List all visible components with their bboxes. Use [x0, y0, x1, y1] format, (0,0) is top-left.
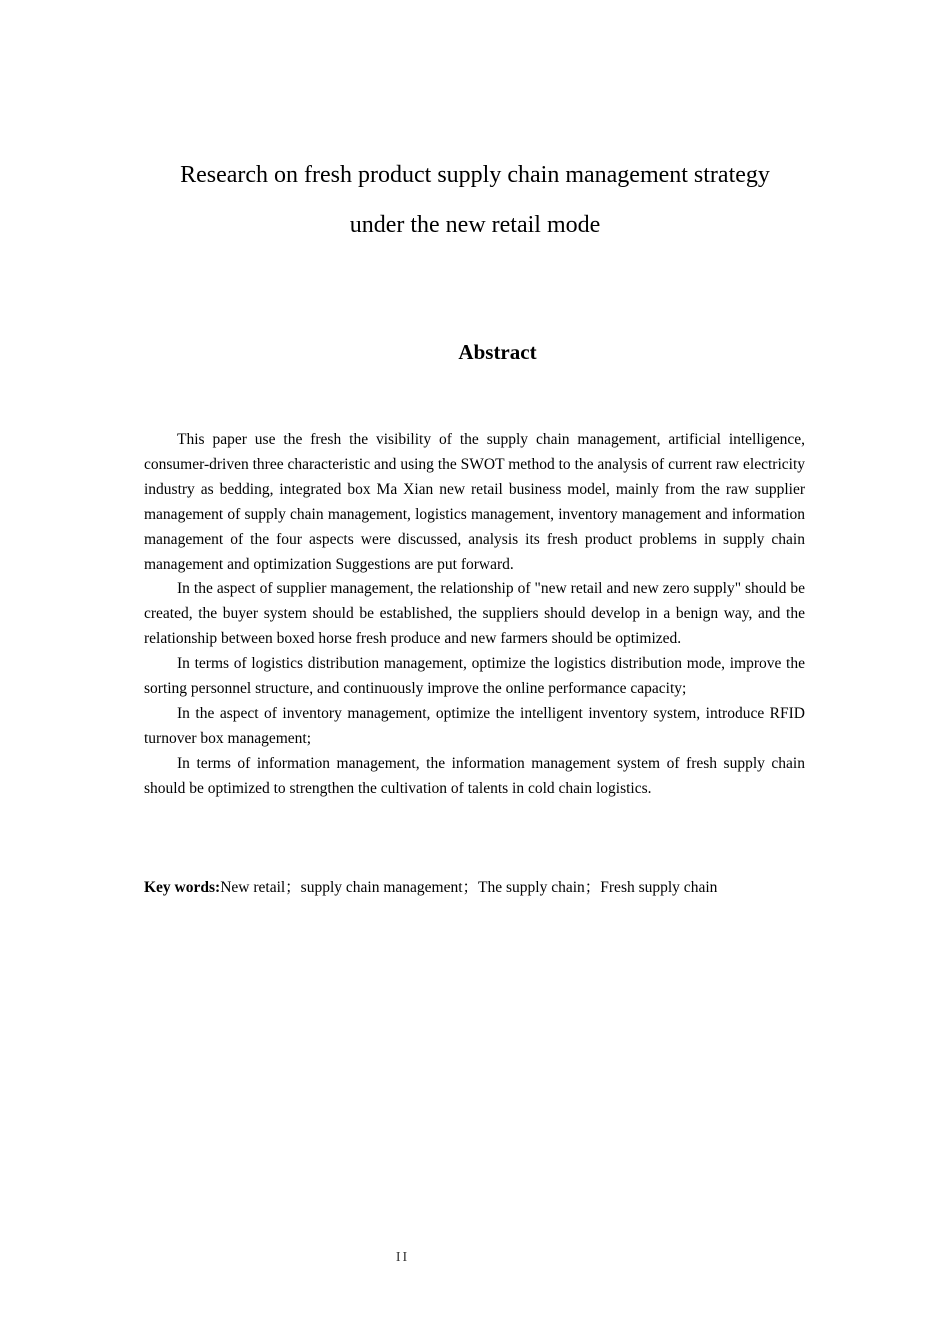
- paper-title-line-2: under the new retail mode: [349, 212, 601, 238]
- abstract-paragraph-5: In terms of information management, the information management system of fresh supply chain should be optimized to strengthen the cultivation of talents in cold chain logistics.: [144, 754, 805, 797]
- abstract-heading: Abstract: [458, 340, 537, 364]
- paper-title-line-1: Research on fresh product supply chain management strategy: [180, 162, 770, 188]
- abstract-body: [144, 428, 805, 802]
- abstract-paragraph-3: In terms of logistics distribution management, optimize the logistics distribution mode, improve the sorting personnel structure, and continuously improve the online performance capacity;: [144, 655, 805, 698]
- keywords-label: Key words:: [144, 879, 221, 896]
- page-number: II: [395, 1250, 410, 1265]
- keywords-text: New retail；supply chain management；The supply chain；Fresh supply chain: [220, 879, 718, 896]
- abstract-paragraph-1: This paper use the fresh the visibility of the supply chain management, artificial intelligence, consumer-driven three characteristic and using the SWOT method to the analysis of current raw electricity industry as bedding, integrated box Ma Xian new retail business model, mainly from the raw supplier management of supply chain management, logistics management, inventory management and information management of the four aspects were discussed, analysis its fresh product problems in supply chain management and optimization Suggestions are put forward.: [144, 431, 805, 573]
- keywords-line: [144, 876, 805, 900]
- abstract-paragraph-2: In the aspect of supplier management, the relationship of "new retail and new zero supply" should be created, the buyer system should be established, the suppliers should develop in a benign way, and the relationship between boxed horse fresh produce and new farmers should be optimized.: [144, 580, 805, 648]
- abstract-paragraph-4: In the aspect of inventory management, optimize the intelligent inventory system, introduce RFID turnover box management;: [144, 704, 805, 747]
